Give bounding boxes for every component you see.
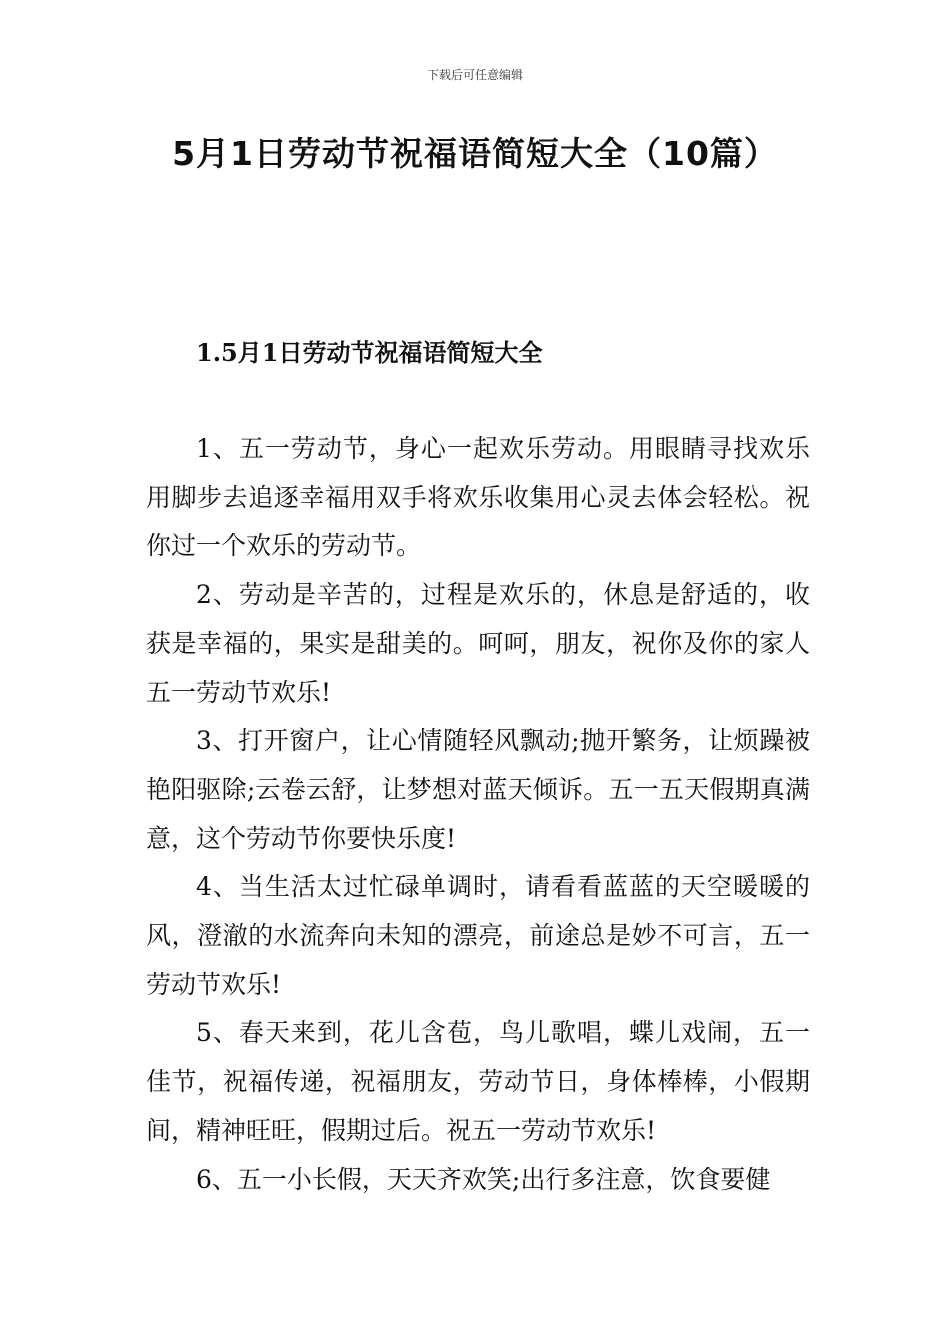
paragraph-3: 3、打开窗户，让心情随轻风飘动;抛开繁务，让烦躁被艳阳驱除;云卷云舒，让梦想对蓝天倾诉。五一五天假期真满意，这个劳动节你要快乐度! (146, 726, 810, 853)
paragraph-4: 4、当生活太过忙碌单调时，请看看蓝蓝的天空暖暖的风，澄澈的水流奔向未知的漂亮，前途总是妙不可言，五一劳动节欢乐! (146, 872, 810, 999)
body-text (146, 425, 810, 1204)
paragraph-2: 2、劳动是辛苦的，过程是欢乐的，休息是舒适的，收获是幸福的，果实是甜美的。呵呵，朋友，祝你及你的家人五一劳动节欢乐! (146, 580, 810, 707)
paragraph-5: 5、春天来到，花儿含苞，鸟儿歌唱，蝶儿戏闹，五一佳节，祝福传递，祝福朋友，劳动节日，身体棒棒，小假期间，精神旺旺，假期过后。祝五一劳动节欢乐! (146, 1018, 810, 1145)
paragraph-1: 1、五一劳动节，身心一起欢乐劳动。用眼睛寻找欢乐用脚步去追逐幸福用双手将欢乐收集用心灵去体会轻松。祝你过一个欢乐的劳动节。 (146, 434, 810, 561)
header-note: 下载后可任意编辑 (426, 68, 523, 82)
section-heading: 1.5月1日劳动节祝福语简短大全 (196, 338, 543, 367)
document-title: 5月1日劳动节祝福语简短大全（10篇） (172, 134, 778, 173)
paragraph-6: 6、五一小长假，天天齐欢笑;出行多注意，饮食要健 (196, 1164, 771, 1194)
